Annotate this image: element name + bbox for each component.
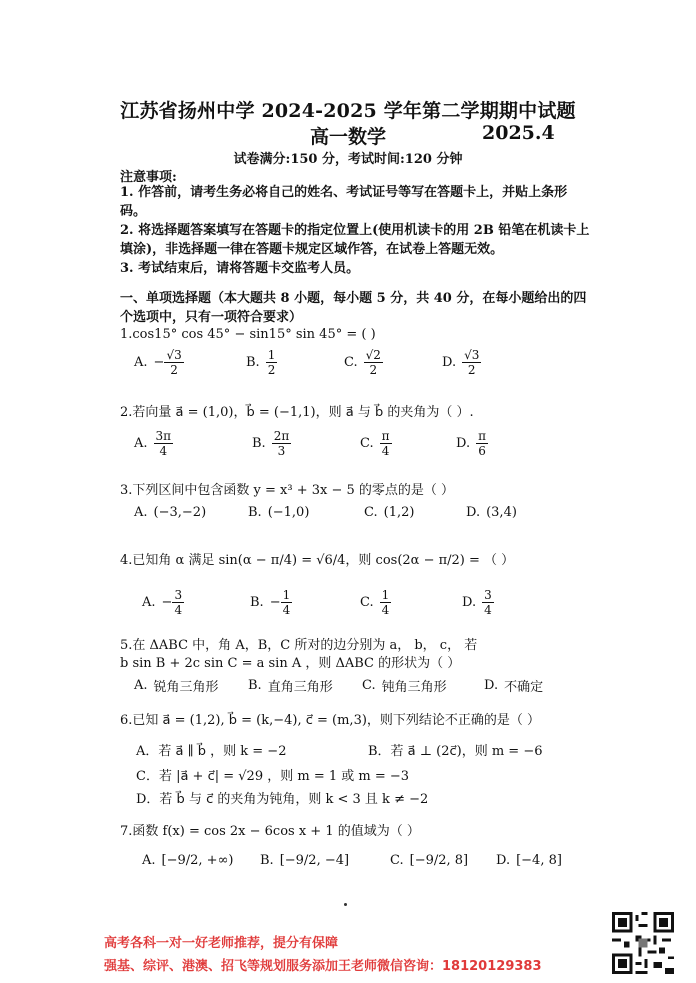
q4-option-b-label: B.	[250, 595, 264, 610]
q3-option-c	[364, 505, 414, 520]
q5-option-b	[248, 676, 333, 695]
q2-option-c-label: C.	[360, 436, 374, 451]
q4-option-d-den: 4	[484, 603, 492, 617]
q4-option-c-num: 1	[381, 588, 390, 602]
q7-option-c-text: [−9/2, 8]	[409, 853, 469, 868]
q2-option-a-num: 3π	[155, 429, 172, 443]
q4-option-d	[462, 588, 494, 617]
q3-option-c-text: (1,2)	[383, 505, 415, 520]
q4-option-b-sign: −	[269, 595, 281, 610]
q2-option-d	[456, 429, 488, 458]
q4-option-b-num: 1	[282, 588, 291, 602]
q4-option-d-num: 3	[484, 588, 492, 602]
page-dot	[344, 903, 347, 906]
q7-option-a-text: [−9/2, +∞)	[161, 853, 234, 868]
q3-option-d	[466, 505, 517, 520]
q6-stem: 6.已知 a⃗ = (1,2), b⃗ = (k,−4), c⃗ = (m,3)，则下列结论不正确的是（ ）	[120, 713, 541, 728]
q2-option-d-label: D.	[456, 436, 471, 451]
qr-code-icon	[612, 912, 674, 974]
q5-option-a-text: 锐角三角形	[153, 680, 219, 695]
q2-option-c-den: 4	[381, 444, 390, 458]
q3-option-a	[134, 505, 206, 520]
q2-option-b	[252, 429, 291, 458]
q4-option-c	[360, 588, 391, 617]
exam-date: 2025.4	[482, 122, 555, 144]
q3-option-b-text: (−1,0)	[267, 505, 310, 520]
q3-option-b-label: B.	[248, 505, 262, 520]
subject-title: 高一数学	[310, 126, 387, 148]
exam-meta: 试卷满分:150 分，考试时间:120 分钟	[233, 152, 463, 167]
section-heading: 一、单项选择题（本大题共 8 小题，每小题 5 分，共 40 分，在每小题给出的四个选项中，只有一项符合要求）	[120, 291, 587, 325]
q2-option-b-den: 3	[277, 444, 286, 458]
notice-item-2: 2. 将选择题答案填写在答题卡的指定位置上(使用机读卡的用 2B 铅笔在机读卡上填涂)，非选择题一律在答题卡规定区域作答，在试卷上答题无效。	[120, 223, 590, 257]
q7-option-a	[142, 853, 233, 868]
q5-option-d-text: 不确定	[504, 680, 544, 695]
q5-option-c-text: 钝角三角形	[381, 680, 447, 695]
q3-option-a-text: (−3,−2)	[153, 505, 207, 520]
q4-option-c-den: 4	[381, 603, 390, 617]
footer-ad-line1: 高考各科一对一好老师推荐，提分有保障	[104, 936, 339, 951]
q2-option-b-num: 2π	[273, 429, 290, 443]
q3-option-d-text: (3,4)	[486, 505, 517, 520]
q3-option-d-label: D.	[466, 505, 481, 520]
q4-option-a-sign: −	[161, 595, 173, 610]
q1-option-b-den: 2	[267, 363, 276, 377]
q2-option-d-num: π	[478, 429, 486, 443]
q4-option-a	[142, 588, 184, 617]
q1-option-a-sign: −	[153, 355, 165, 370]
q1-option-c-label: C.	[344, 355, 358, 370]
q7-option-c-label: C.	[390, 853, 404, 868]
q4-option-b	[250, 588, 292, 617]
q1-option-d-label: D.	[442, 355, 457, 370]
q2-option-c-num: π	[381, 429, 390, 443]
q1-option-a-num: √3	[166, 348, 182, 362]
page-title: 江苏省扬州中学 2024-2025 学年第二学期期中试题	[120, 100, 576, 122]
q3-option-b	[248, 505, 309, 520]
q5-option-d-label: D.	[484, 678, 499, 693]
q2-option-a	[134, 429, 173, 458]
q3-option-a-label: A.	[134, 505, 148, 520]
q4-option-a-num: 3	[174, 588, 183, 602]
q7-option-c	[390, 853, 468, 868]
q1-option-c-den: 2	[369, 363, 378, 377]
q1-option-d-num: √3	[464, 348, 480, 362]
q5-option-c-label: C.	[362, 678, 376, 693]
q6-option-d: D．若 b⃗ 与 c⃗ 的夹角为钝角，则 k < 3 且 k ≠ −2	[136, 792, 429, 807]
q2-option-a-label: A.	[134, 436, 148, 451]
q1-option-a-den: 2	[170, 363, 178, 377]
q5-option-c	[362, 676, 447, 695]
q4-stem: 4.已知角 α 满足 sin(α − π/4) = √6/4，则 cos(2α − π/2) = （ ）	[120, 553, 515, 568]
q4-option-a-den: 4	[174, 603, 183, 617]
q5-option-b-text: 直角三角形	[267, 680, 333, 695]
notice-title: 注意事项:	[120, 170, 177, 185]
q7-option-d	[496, 853, 562, 868]
q1-option-a-label: A.	[134, 355, 148, 370]
q3-stem: 3.下列区间中包含函数 y = x³ + 3x − 5 的零点的是（ ）	[120, 483, 455, 498]
q7-option-d-label: D.	[496, 853, 511, 868]
q3-option-c-label: C.	[364, 505, 378, 520]
q1-option-c-num: √2	[365, 348, 381, 362]
q4-option-c-label: C.	[360, 595, 374, 610]
q5-option-a	[134, 676, 219, 695]
notice-item-1: 1. 作答前，请考生务必将自己的姓名、考试证号等写在答题卡上，并贴上条形码。	[120, 185, 568, 219]
q5-stem-line2: b sin B + 2c sin C = a sin A ，则 ΔABC 的形状为（ ）	[120, 656, 461, 671]
q2-option-d-den: 6	[478, 444, 486, 458]
q5-option-a-label: A.	[134, 678, 148, 693]
q4-option-a-label: A.	[142, 595, 156, 610]
q1-option-b-label: B.	[246, 355, 260, 370]
q7-option-b-label: B.	[260, 853, 274, 868]
notice-item-3: 3. 考试结束后，请将答题卡交监考人员。	[120, 261, 360, 276]
q7-option-b	[260, 853, 349, 868]
q6-option-c: C．若 |a⃗ + c⃗| = √29 ，则 m = 1 或 m = −3	[136, 769, 410, 784]
q7-option-a-label: A.	[142, 853, 156, 868]
q1-option-b	[246, 348, 277, 377]
q1-option-b-num: 1	[267, 348, 276, 362]
q7-option-b-text: [−9/2, −4]	[279, 853, 350, 868]
q6-option-a: A．若 a⃗ ∥ b⃗ ，则 k = −2	[136, 744, 287, 759]
q1-option-d	[442, 348, 481, 377]
q7-option-d-text: [−4, 8]	[516, 853, 562, 868]
q1-option-d-den: 2	[467, 363, 476, 377]
q1-stem: 1.cos15° cos 45° − sin15° sin 45° = ( )	[120, 327, 376, 342]
q2-option-b-label: B.	[252, 436, 266, 451]
q1-option-a	[134, 348, 184, 377]
q6-option-b: B．若 a⃗ ⊥ (2c⃗)，则 m = −6	[368, 744, 543, 759]
footer-ad-line2: 强基、综评、港澳、招飞等规划服务添加王老师微信咨询：18120129383	[104, 959, 542, 974]
q2-stem: 2.若向量 a⃗ = (1,0)，b⃗ = (−1,1)，则 a⃗ 与 b⃗ 的夹角为（ ）.	[120, 405, 474, 420]
q4-option-b-den: 4	[282, 603, 291, 617]
q4-option-d-label: D.	[462, 595, 477, 610]
q5-stem-line1: 5.在 ΔABC 中，角 A，B，C 所对的边分别为 a， b， c， 若	[120, 638, 478, 653]
q7-stem: 7.函数 f(x) = cos 2x − 6cos x + 1 的值域为（ ）	[120, 824, 420, 839]
q1-option-c	[344, 348, 383, 377]
q2-option-c	[360, 429, 392, 458]
q2-option-a-den: 4	[159, 444, 168, 458]
q5-option-b-label: B.	[248, 678, 262, 693]
q5-option-d	[484, 676, 543, 695]
